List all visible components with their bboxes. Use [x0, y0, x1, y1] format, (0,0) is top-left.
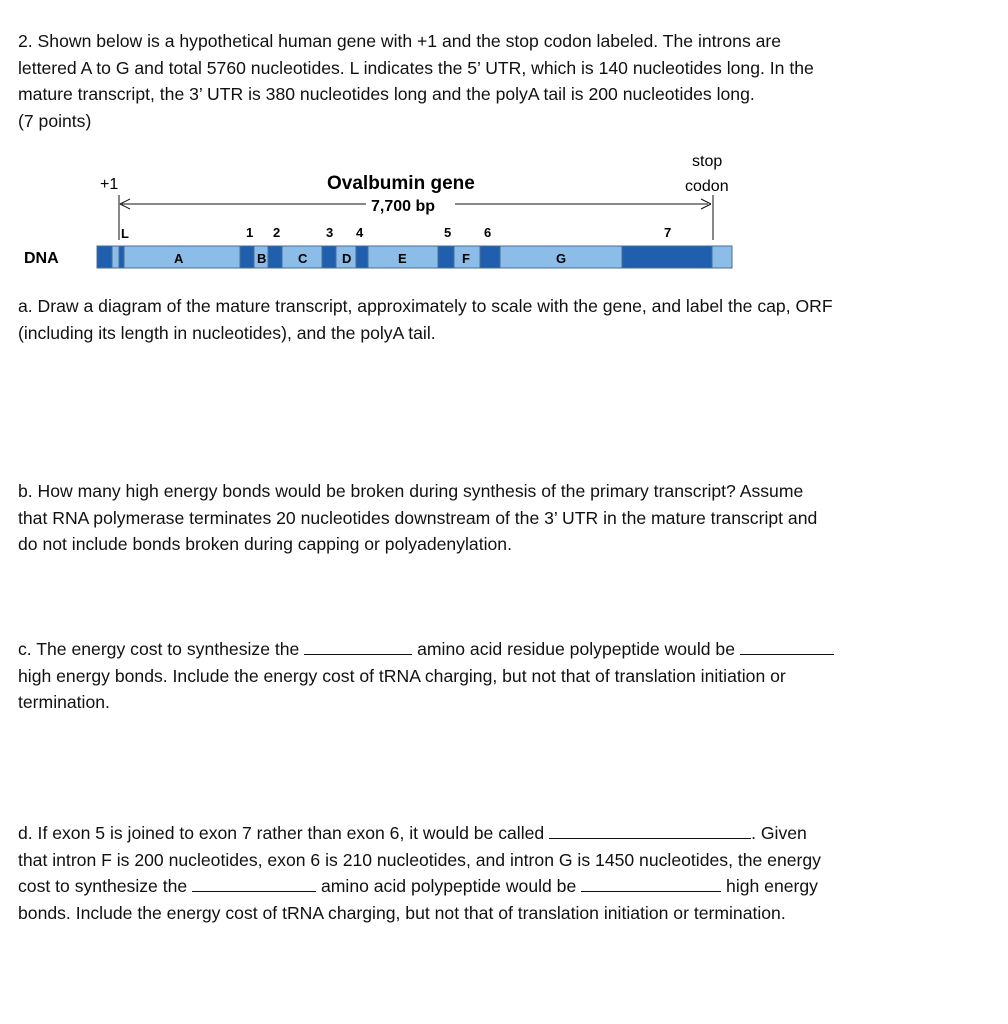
- part-d-line3: [18, 873, 948, 900]
- part-c-line: high energy bonds. Include the energy cost of tRNA charging, but not that of translation initiation or: [18, 665, 786, 686]
- exon-segment: [480, 246, 500, 268]
- splicing-term-blank[interactable]: [549, 821, 751, 839]
- part-d-line1: [18, 820, 948, 847]
- part-b: [18, 478, 948, 558]
- question-intro: [18, 28, 948, 134]
- intro-line: 2. Shown below is a hypothetical human gene with +1 and the stop codon labeled. The introns are: [18, 31, 782, 51]
- part-c: [18, 636, 948, 716]
- gene-length: 7,700 bp: [371, 198, 436, 215]
- intron-letter-c: C: [298, 251, 308, 266]
- exon-number-6: 6: [484, 225, 492, 240]
- utr-label: L: [121, 226, 129, 241]
- part-a: [18, 293, 948, 346]
- intron-letter-e: E: [398, 251, 407, 266]
- part-a-line: a. Draw a diagram of the mature transcript, approximately to scale with the gene, and label the cap, ORF: [18, 296, 833, 316]
- dna-label: DNA: [24, 250, 59, 267]
- part-d-l3-prefix: cost to synthesize the: [18, 876, 188, 896]
- exon-segment: [119, 246, 124, 268]
- part-d-l3-suffix: high energy: [726, 876, 818, 896]
- part-d-given: . Given: [751, 823, 807, 843]
- alt-energy-bonds-blank[interactable]: [581, 874, 721, 892]
- part-c-middle: amino acid residue polypeptide would be: [417, 639, 735, 659]
- part-c-line: termination.: [18, 692, 110, 712]
- part-d-prefix: d. If exon 5 is joined to exon 7 rather than exon 6, it would be called: [18, 823, 545, 843]
- intron-letter-g: G: [556, 251, 567, 266]
- exon-number-4: 4: [356, 225, 364, 240]
- part-b-line: b. How many high energy bonds would be broken during synthesis of the primary transcript? Assume: [18, 481, 804, 501]
- part-d-l3-middle: amino acid polypeptide would be: [320, 876, 577, 896]
- exon-segment: [356, 246, 368, 268]
- intro-line: (7 points): [18, 110, 92, 131]
- energy-bonds-blank[interactable]: [740, 637, 834, 655]
- part-c-prefix: c. The energy cost to synthesize the: [18, 639, 300, 659]
- part-d: [18, 820, 948, 926]
- gene-title: Ovalbumin gene: [327, 173, 475, 194]
- intron-letter-b: B: [257, 251, 267, 266]
- part-a-line: (including its length in nucleotides), and the polyA tail.: [18, 322, 436, 343]
- stop-label-line2: codon: [685, 178, 729, 195]
- exon-segment: [438, 246, 454, 268]
- residue-count-blank[interactable]: [304, 637, 412, 655]
- exon-segment: [97, 246, 112, 268]
- intro-line: lettered A to G and total 5760 nucleotides. L indicates the 5’ UTR, which is 140 nucleotides long. In the: [18, 57, 814, 78]
- intro-line: mature transcript, the 3’ UTR is 380 nucleotides long and the polyA tail is 200 nucleotides long.: [18, 84, 755, 104]
- intron-letter-a: A: [174, 251, 184, 266]
- exon-segment: [268, 246, 282, 268]
- exon-number-2: 2: [273, 225, 281, 240]
- plus-one-label: +1: [100, 176, 119, 193]
- exon-number-5: 5: [444, 225, 452, 240]
- intron-letter-d: D: [342, 251, 352, 266]
- part-b-line: that RNA polymerase terminates 20 nucleotides downstream of the 3’ UTR in the mature transcript and: [18, 507, 818, 528]
- part-d-line: bonds. Include the energy cost of tRNA charging, but not that of translation initiation or termination.: [18, 902, 786, 923]
- ovalbumin-gene-diagram: [0, 145, 760, 275]
- exon-segment: [240, 246, 254, 268]
- exon-number-1: 1: [246, 225, 254, 240]
- exon-number-7: 7: [664, 225, 672, 240]
- intron-letter-f: F: [462, 251, 470, 266]
- stop-label-line1: stop: [692, 153, 723, 170]
- part-d-line: that intron F is 200 nucleotides, exon 6 is 210 nucleotides, and intron G is 1450 nucleotides, the energy: [18, 849, 821, 870]
- part-c-line1: [18, 636, 948, 663]
- alt-residue-count-blank[interactable]: [192, 874, 316, 892]
- utr-segment: [112, 246, 119, 268]
- exon-segment: [322, 246, 336, 268]
- exon-segment: [622, 246, 712, 268]
- part-b-line: do not include bonds broken during capping or polyadenylation.: [18, 534, 512, 554]
- exon-number-3: 3: [326, 225, 334, 240]
- trailer-segment: [712, 246, 732, 268]
